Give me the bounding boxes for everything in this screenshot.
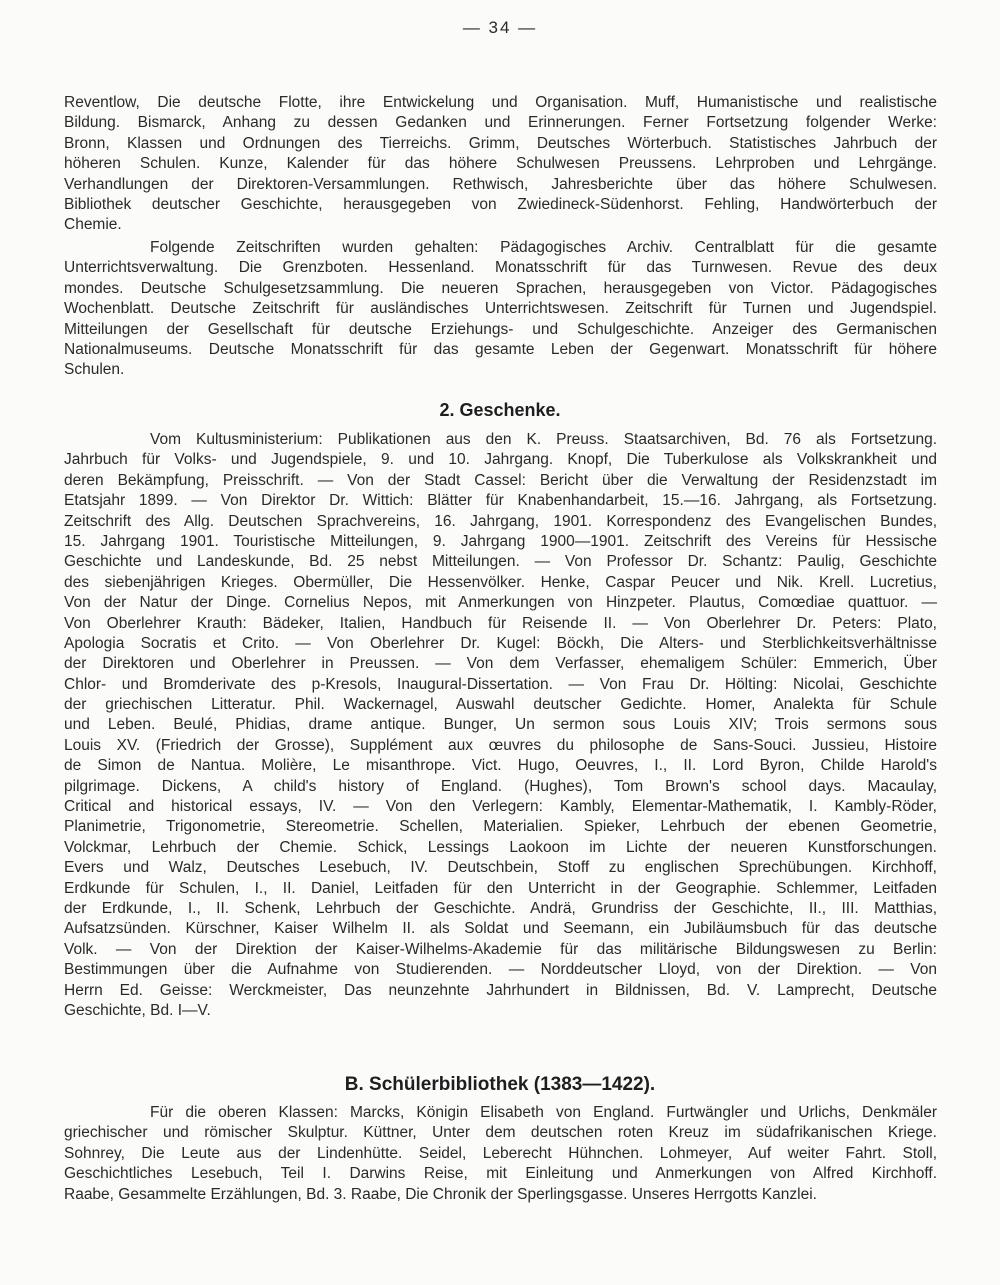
text-line: Mitteilungen der Gesellschaft für deutsche Erziehungs- und Schulgeschichte. Anzeiger des Germanischen	[64, 320, 937, 338]
text-line: Raabe, Gesammelte Erzählungen, Bd. 3. Raabe, Die Chronik der Sperlingsgasse. Unseres Herrgotts Kanzlei.	[64, 1185, 817, 1203]
text-line: Bestimmungen über die Aufnahme von Studierenden. — Norddeutscher Lloyd, von der Direktion. — Von	[64, 961, 937, 979]
text-line: Geschichte, Bd. I—V.	[64, 1001, 211, 1019]
paragraph-geschenke	[64, 430, 937, 1021]
text-line: Chlor- und Bromderivate des p-Kresols, Inaugural-Dissertation. — Von Frau Dr. Hölting: Nicolai, Geschichte	[64, 675, 937, 693]
text-line: Bildung. Bismarck, Anhang zu dessen Gedanken und Erinnerungen. Ferner Fortsetzung folgender Werke:	[64, 114, 937, 132]
text-line: Louis XV. (Friedrich der Grosse), Supplément aux œuvres du philosophe de Sans-Souci. Jussieu, Histoire	[64, 736, 937, 754]
text-line: höheren Schulen. Kunze, Kalender für das höhere Schulwesen Preussens. Lehrproben und Lehrgänge.	[64, 155, 937, 173]
text-line: Von der Natur der Dinge. Cornelius Nepos, mit Anmerkungen von Hinzpeter. Plautus, Comœdiae quattuor. —	[64, 594, 937, 612]
paragraph-schuelerbibliothek	[64, 1103, 937, 1205]
text-line: der griechischen Litteratur. Phil. Wackernagel, Auswahl deutscher Gedichte. Homer, Analekta für Schule	[64, 696, 937, 714]
text-line: Bibliothek deutscher Geschichte, herausgegeben von Zwiedineck-Südenhorst. Fehling, Handwörterbuch der	[64, 195, 937, 213]
section-heading-schuelerbibliothek: B. Schülerbibliothek (1383—1422).	[344, 1074, 656, 1095]
text-line: Sohnrey, Die Leute aus der Lindenhütte. Seidel, Leberecht Hühnchen. Lohmeyer, Auf weiter Fahrt. Stoll,	[64, 1144, 937, 1162]
text-line: Nationalmuseums. Deutsche Monatsschrift für das gesamte Leben der Gegenwart. Monatsschrift für höhere	[64, 340, 937, 358]
text-line: Für die oberen Klassen: Marcks, Königin Elisabeth von England. Furtwängler und Urlichs, Denkmäler	[150, 1104, 937, 1121]
text-line: Verhandlungen der Direktoren-Versammlungen. Rethwisch, Jahresberichte über das höhere Schulwesen.	[64, 175, 937, 193]
text-line: der Direktoren und Oberlehrer in Preussen. — Von dem Verfasser, ehemaligem Schüler: Emmerich, Über	[64, 655, 937, 673]
text-line: Von Oberlehrer Krauth: Bädeker, Italien, Handbuch für Reisende II. — Von Oberlehrer Dr. Peters: Plato,	[64, 614, 937, 632]
text-line: Herrn Ed. Geisse: Werckmeister, Das neunzehnte Jahrhundert in Bildnissen, Bd. V. Lamprecht, Deutsche	[64, 981, 937, 999]
text-line: pilgrimage. Dickens, A child's history of England. (Hughes), Tom Brown's school days. Macaulay,	[64, 777, 937, 795]
section-heading-geschenke: 2. Geschenke.	[439, 400, 561, 420]
text-line: Unterrichtsverwaltung. Die Grenzboten. Hessenland. Monatsschrift für das Turnwesen. Revue des deux	[64, 259, 937, 277]
text-line: Volk. — Von der Direktion der Kaiser-Wilhelms-Akademie für das militärische Bildungswesen zu Berlin:	[64, 940, 937, 958]
text-line: des siebenjährigen Krieges. Obermüller, Die Hessenvölker. Henke, Caspar Peucer und Nik. Krell. Lucretius,	[64, 573, 937, 591]
text-line: Planimetrie, Trigonometrie, Stereometrie. Schellen, Materialien. Spieker, Lehrbuch der ebenen Geometrie,	[64, 818, 937, 836]
text-line: Zeitschrift des Allg. Deutschen Sprachvereins, 16. Jahrgang, 1901. Korrespondenz des Evangelischen Bundes,	[64, 512, 937, 530]
text-line: Jahrbuch für Volks- und Jugendspiele, 9. und 10. Jahrgang. Knopf, Die Tuberkulose als Volkskrankheit und	[64, 451, 937, 469]
text-line: Chemie.	[64, 216, 122, 234]
text-line: Apologia Socratis et Crito. — Von Oberlehrer Dr. Kugel: Böckh, Die Alters- und Sterblichkeitsverhältnisse	[64, 634, 937, 652]
text-line: deren Bekämpfung, Preisschrift. — Von der Stadt Cassel: Bericht über die Verwaltung der Residenzstadt im	[64, 471, 937, 489]
text-line: Volckmar, Lehrbuch der Chemie. Schick, Lessings Laokoon im Lichte der neueren Kunstforschungen.	[64, 838, 937, 856]
text-line: Aufsatzsünden. Kürschner, Kaiser Wilhelm II. als Soldat und Seemann, ein Jubiläumsbuch für das deutsche	[64, 920, 937, 938]
text-line: griechischer und römischer Skulptur. Küttner, Unter dem deutschen roten Kreuz im südafrikanischen Kriege.	[64, 1124, 937, 1142]
page-number: — 34 —	[462, 18, 538, 37]
text-line: Reventlow, Die deutsche Flotte, ihre Entwickelung und Organisation. Muff, Humanistische und realistische	[64, 94, 937, 111]
text-line: mondes. Deutsche Schulgesetzsammlung. Die neueren Sprachen, herausgegeben von Victor. Pädagogisches	[64, 279, 937, 297]
text-line: Geschichtliches Lesebuch, Teil I. Darwins Reise, mit Einleitung und Anmerkungen von Alfred Kirchhoff.	[64, 1165, 937, 1183]
text-line: Vom Kultusministerium: Publikationen aus den K. Preuss. Staatsarchiven, Bd. 76 als Fortsetzung.	[150, 431, 937, 448]
text-line: Folgende Zeitschriften wurden gehalten: Pädagogisches Archiv. Centralblatt für die gesamte	[150, 239, 937, 256]
text-line: Critical and historical essays, IV. — Von den Verlegern: Kambly, Elementar-Mathematik, I. Kambly-Röder,	[64, 798, 937, 816]
text-line: 15. Jahrgang 1901. Touristische Mitteilungen, 9. Jahrgang 1900—1901. Zeitschrift des Vereins für Hessische	[64, 532, 937, 550]
paragraph-periodicals	[64, 238, 937, 381]
text-line: und Leben. Beulé, Phidias, drame antique. Bunger, Un sermon sous Louis XIV; Trois sermons sous	[64, 716, 937, 734]
text-line: Geschichte und Landeskunde, Bd. 25 nebst Mitteilungen. — Von Professor Dr. Schantz: Paulig, Geschichte	[64, 553, 937, 571]
text-line: Schulen.	[64, 361, 125, 379]
text-line: Evers und Walz, Deutsches Lesebuch, IV. Deutschbein, Stoff zu englischen Sprechübungen. Kirchhoff,	[64, 859, 937, 877]
text-line: Bronn, Klassen und Ordnungen des Tierreichs. Grimm, Deutsches Wörterbuch. Statistisches Jahrbuch der	[64, 134, 937, 152]
text-line: Wochenblatt. Deutsche Zeitschrift für ausländisches Unterrichtswesen. Zeitschrift für Turnen und Jugendspiel.	[64, 300, 937, 318]
text-line: Etatsjahr 1899. — Von Direktor Dr. Wittich: Blätter für Knabenhandarbeit, 15.—16. Jahrgang, als Fortsetzung.	[64, 492, 937, 510]
text-line: de Simon de Nantua. Molière, Le misanthrope. Vict. Hugo, Oeuvres, I., II. Lord Byron, Childe Harold's	[64, 757, 937, 775]
text-line: Erdkunde für Schulen, I., II. Daniel, Leitfaden für den Unterricht in der Geographie. Schlemmer, Leitfaden	[64, 879, 937, 897]
paragraph-library-works	[64, 93, 937, 236]
text-line: der Erdkunde, I., II. Schenk, Lehrbuch der Geschichte. Andrä, Grundriss der Geschichte, II., III. Matthias,	[64, 899, 937, 917]
